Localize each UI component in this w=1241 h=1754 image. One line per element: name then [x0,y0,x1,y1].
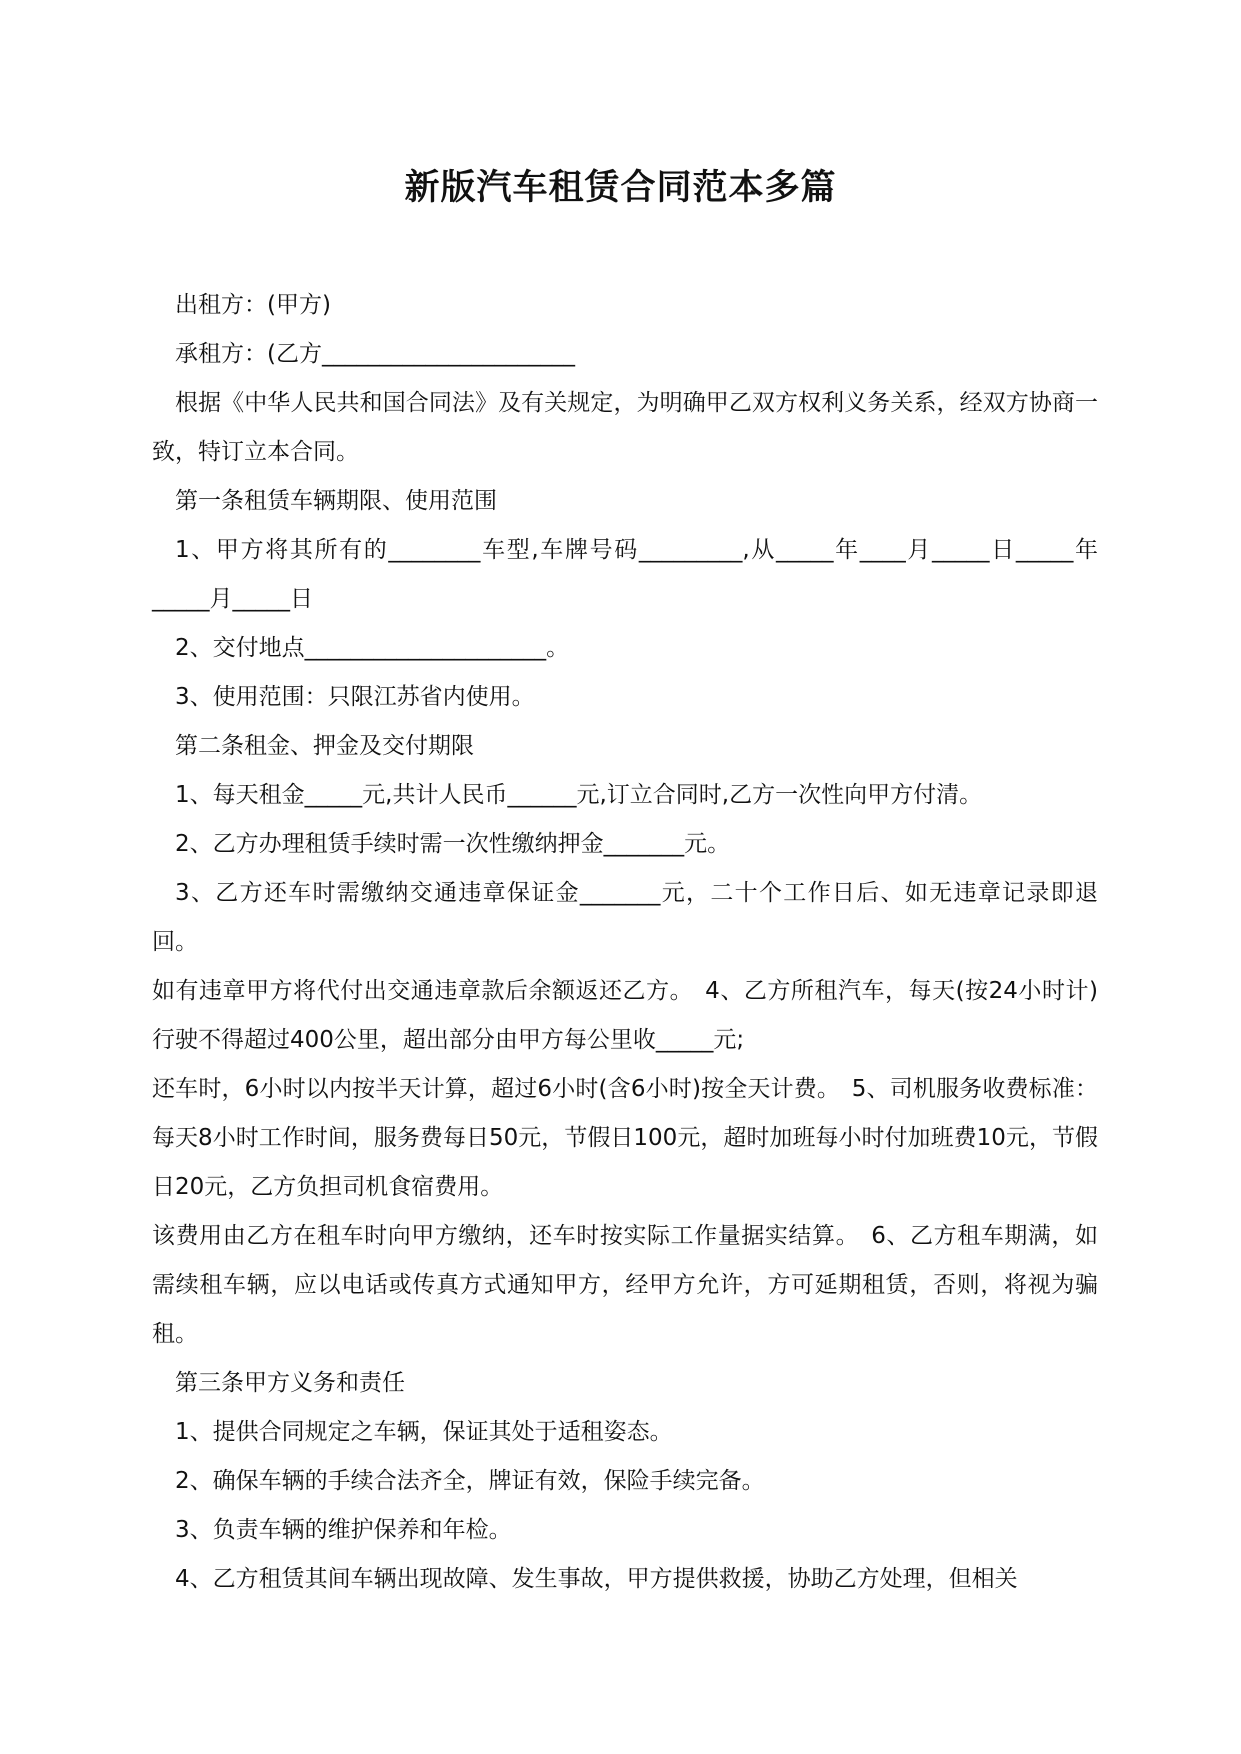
paragraph-preamble: 根据《中华人民共和国合同法》及有关规定，为明确甲乙双方权利义务关系，经双方协商一致，特订立本合同。 [152,390,1098,465]
paragraph-lessee: 承租方：(乙方______________________ [175,341,575,367]
article-2-item-2: 2、乙方办理租赁手续时需一次性缴纳押金_______元。 [175,831,731,857]
article-2-item-4: 如有违章甲方将代付出交通违章款后余额返还乙方。 4、乙方所租汽车，每天(按24小时计)行驶不得超过400公里，超出部分由甲方每公里收_____元; [152,978,1098,1053]
article-1-heading: 第一条租赁车辆期限、使用范围 [175,488,497,514]
article-1-item-2: 2、交付地点_____________________。 [175,635,570,661]
document-body [152,281,1098,1604]
article-3-item-1: 1、提供合同规定之车辆，保证其处于适租姿态。 [175,1419,673,1445]
article-1-item-3: 3、使用范围：只限江苏省内使用。 [175,684,535,710]
paragraph-lessor: 出租方：(甲方) [175,292,331,318]
article-2-item-5: 还车时，6小时以内按半天计算，超过6小时(含6小时)按全天计费。 5、司机服务收费标准：每天8小时工作时间，服务费每日50元，节假日100元，超时加班每小时付加班费10元，节假日20元，乙方负担司机食宿费用。 [152,1076,1098,1200]
article-3-item-3: 3、负责车辆的维护保养和年检。 [175,1517,512,1543]
document-title: 新版汽车租赁合同范本多篇 [404,168,837,208]
article-3-item-2: 2、确保车辆的手续合法齐全，牌证有效，保险手续完备。 [175,1468,765,1494]
article-2-heading: 第二条租金、押金及交付期限 [175,733,474,759]
article-3-item-4: 4、乙方租赁其间车辆出现故障、发生事故，甲方提供救援，协助乙方处理，但相关 [175,1566,1018,1592]
article-2-item-1: 1、每天租金_____元,共计人民币______元,订立合同时,乙方一次性向甲方付清。 [175,782,983,808]
article-2-item-6: 该费用由乙方在租车时向甲方缴纳，还车时按实际工作量据实结算。 6、乙方租车期满，如需续租车辆，应以电话或传真方式通知甲方，经甲方允许，方可延期租赁，否则，将视为骗租。 [152,1223,1098,1347]
article-3-heading: 第三条甲方义务和责任 [175,1370,405,1396]
article-1-item-1: 1、甲方将其所有的________车型,车牌号码_________,从_____年____月_____日_____年_____月_____日 [152,537,1098,612]
article-2-item-3: 3、乙方还车时需缴纳交通违章保证金_______元，二十个工作日后、如无违章记录即退回。 [152,880,1098,955]
